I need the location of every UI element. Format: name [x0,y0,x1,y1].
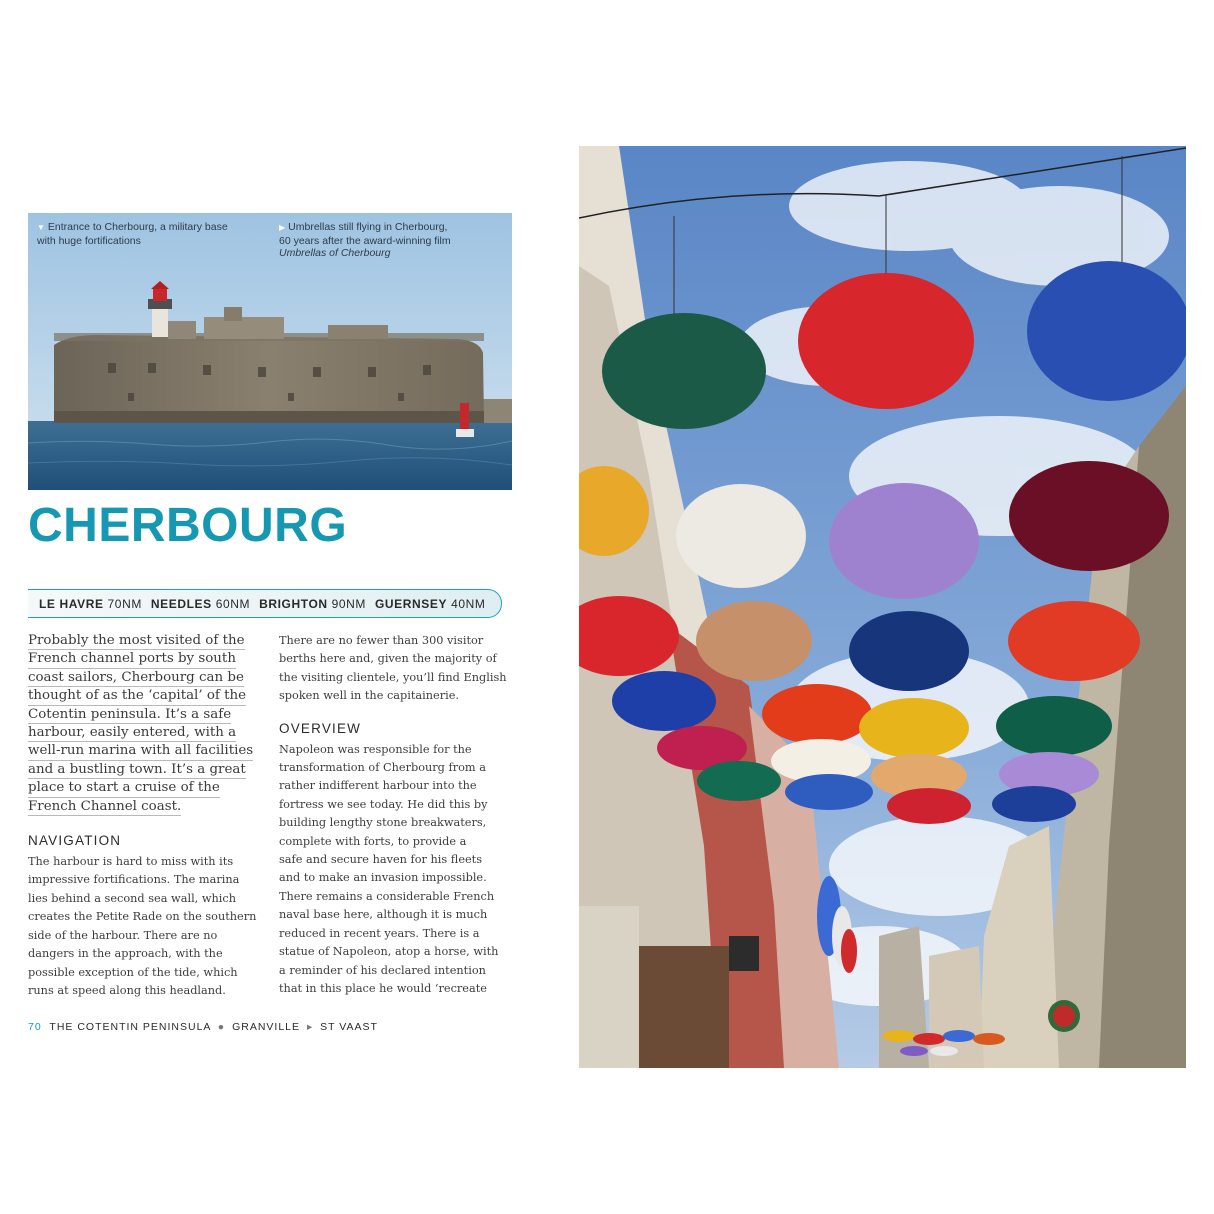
umbrella-caption [279,221,499,260]
overview-line: building lengthy stone breakwaters, [279,816,487,830]
intro-line: well-run marina with all facilities [28,742,253,760]
umbrella-caption-line-2: 60 years after the award-winning film [279,234,451,247]
distance-bar [28,589,502,618]
intro-line: Cotentin peninsula. It’s a safe [28,706,231,724]
visitors-paragraph [279,632,514,706]
navigation-line: dangers in the approach, with the [28,947,223,961]
intro-line: place to start a cruise of the [28,779,220,797]
intro-line: coast sailors, Cherbourg can be [28,669,244,687]
caption-arrow-icon: ▼ [37,223,45,232]
overview-line: rather indifferent harbour into the [279,779,477,793]
page-number: 70 [28,1021,42,1033]
caption-arrow-icon: ▶ [279,223,286,232]
distance-value-4: 40NM [451,596,486,611]
footer-section: THE COTENTIN PENINSULA [49,1021,211,1033]
intro-line: harbour, easily entered, with a [28,724,236,742]
footer-bullet-icon: ● [217,1021,226,1033]
visitors-line: There are no fewer than 300 visitor [279,634,484,647]
overview-line: a reminder of his declared intention [279,963,486,977]
distance-place-1: LE HAVRE [39,596,104,611]
visitors-line: the visiting clientele, you’ll find English [279,670,507,684]
overview-paragraph [279,741,514,999]
overview-line: There remains a considerable French [279,889,495,903]
navigation-line: runs at speed along this headland. [28,983,226,997]
distance-place-4: GUERNSEY [374,596,448,611]
navigation-line: The harbour is hard to miss with its [28,855,234,869]
visitors-line: berths here and, given the majority of [279,652,497,666]
footer-arrow-icon: ▸ [306,1021,314,1033]
distance-place-2: NEEDLES [150,596,212,611]
overview-line: naval base here, although it is much [279,908,488,922]
overview-line: Napoleon was responsible for the [279,742,472,756]
overview-line: statue of Napoleon, atop a horse, with [279,945,499,959]
navigation-paragraph [28,853,264,1000]
overview-line: that in this place he would ‘recreate [279,981,487,995]
umbrella-caption-film-title: Umbrellas of Cherbourg [279,247,391,259]
page-title: CHERBOURG [28,499,348,552]
intro-line: Probably the most visited of the [28,632,245,650]
page-footer [28,1021,378,1033]
footer-prev-link[interactable]: GRANVILLE [232,1021,301,1033]
navigation-heading: NAVIGATION [28,833,122,849]
overview-line: safe and secure haven for his fleets [279,853,483,867]
visitors-line: spoken well in the capitainerie. [279,689,460,703]
left-page [0,0,580,1214]
fort-caption-line-2: with huge fortifications [37,234,141,247]
intro-line: French channel ports by south [28,650,236,668]
text-column-left [28,632,264,1000]
overview-line: transformation of Cherbourg from a [279,761,486,775]
navigation-line: creates the Petite Rade on the southern [28,910,257,924]
intro-line: thought of as the ‘capital’ of the [28,687,246,705]
overview-line: fortress we see today. He did this by [279,797,488,811]
umbrellas-image [579,146,1186,1068]
overview-line: and to make an invasion impossible. [279,871,487,885]
distance-value-3: 90NM [331,596,367,611]
intro-paragraph [28,632,264,816]
overview-line: complete with forts, to provide a [279,834,467,848]
overview-heading: OVERVIEW [279,720,362,736]
distance-value-2: 60NM [215,596,251,611]
navigation-line: side of the harbour. There are no [28,928,218,942]
navigation-line: impressive fortifications. The marina [28,873,240,887]
umbrella-caption-line-1: Umbrellas still flying in Cherbourg, [288,221,448,233]
text-column-right [279,632,514,998]
intro-line: French Channel coast. [28,798,181,816]
intro-line: and a bustling town. It’s a great [28,761,246,779]
distance-value-1: 70NM [107,596,142,611]
navigation-line: possible exception of the tide, which [28,965,238,979]
footer-next-link[interactable]: ST VAAST [320,1021,378,1033]
fort-photo [28,213,512,490]
fort-caption [37,221,252,247]
navigation-line: lies behind a second sea wall, which [28,891,237,905]
distance-place-3: BRIGHTON [259,596,328,611]
umbrellas-photo [579,146,1186,1068]
fort-caption-line-1: Entrance to Cherbourg, a military base [47,221,228,233]
overview-line: reduced in recent years. There is a [279,926,480,940]
